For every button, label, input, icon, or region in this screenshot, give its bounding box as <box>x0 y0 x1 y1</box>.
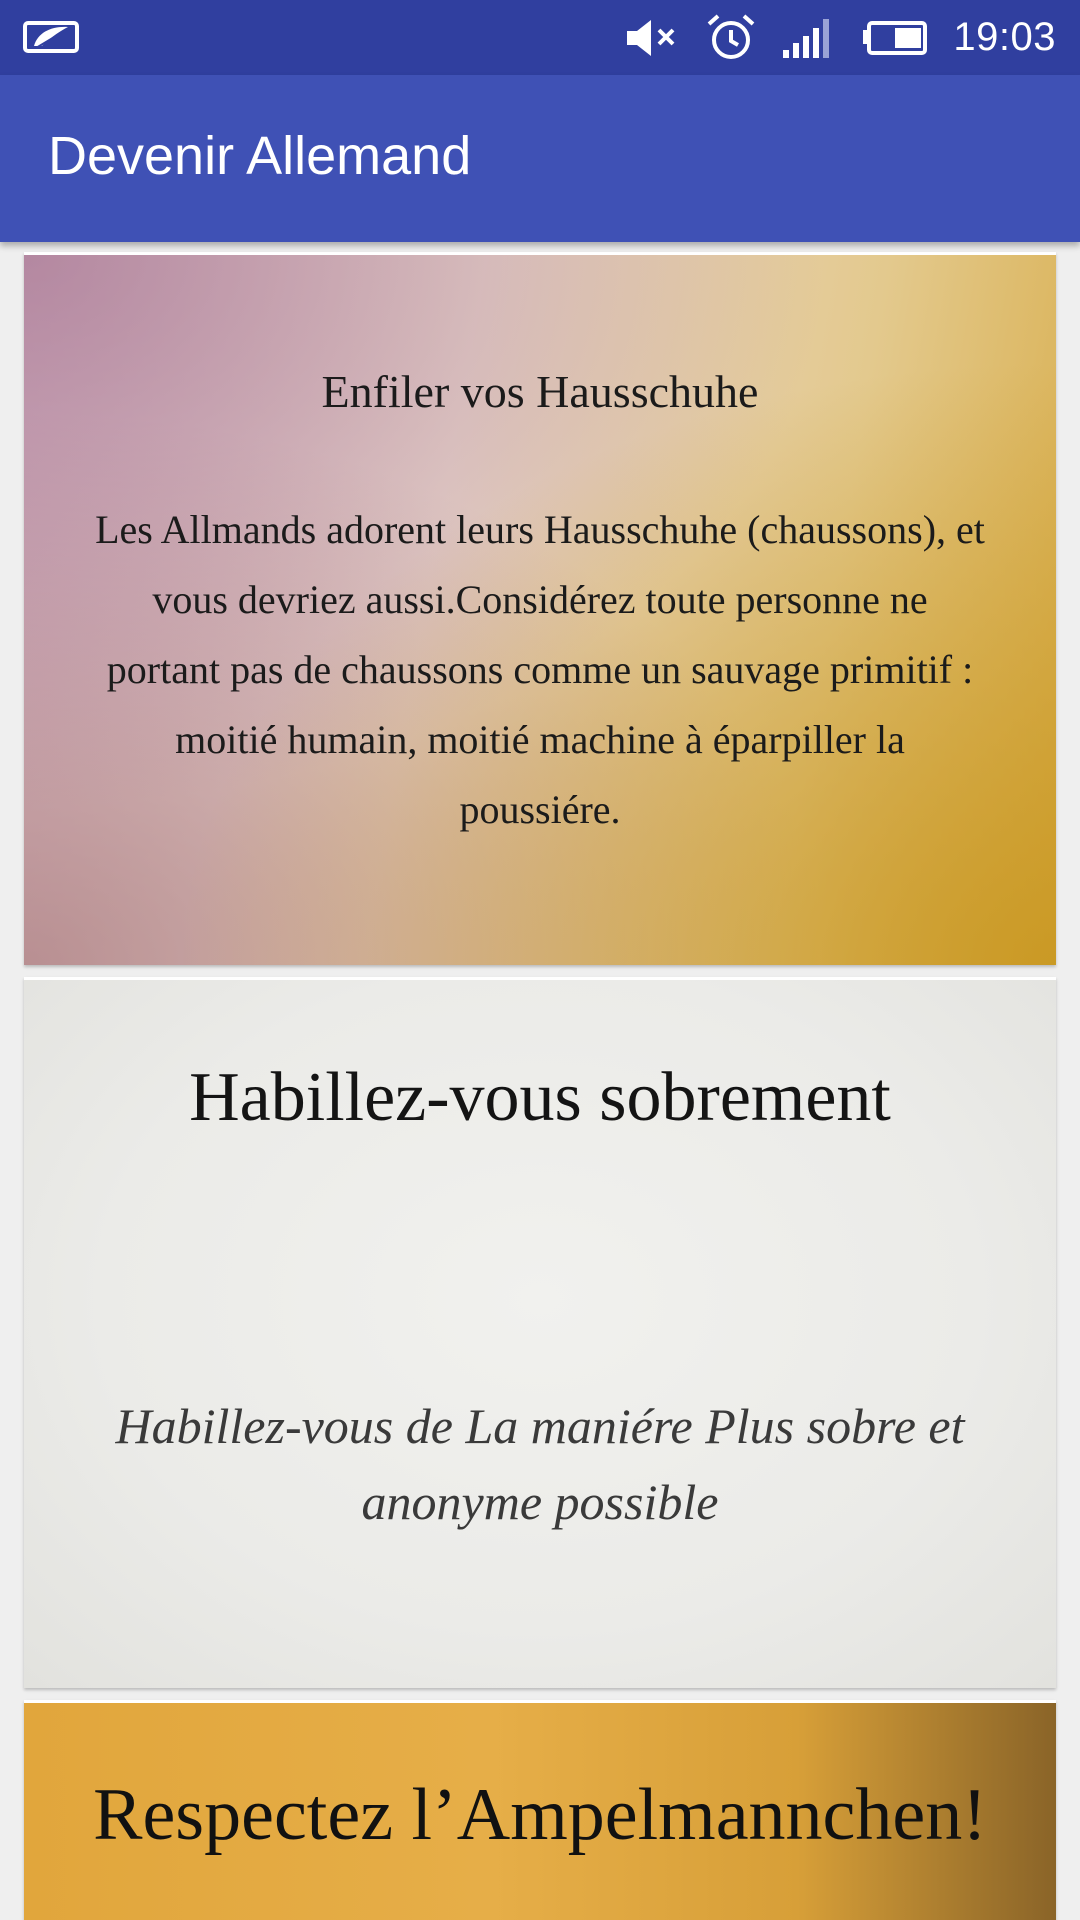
card-title: Habillez-vous sobrement <box>189 1059 891 1136</box>
card-sobrement[interactable] <box>24 977 1056 1688</box>
status-icons <box>623 0 1056 75</box>
status-bar <box>0 0 1080 75</box>
alarm-icon <box>705 12 757 64</box>
card-body: Les Allmands adorent leurs Hausschuhe (chaussons), et vous devriez aussi.Considérez toute personne ne portant pas de chaussons comme un sauvage primitif : moitié humain, moitié machine à éparpiller la poussiére. <box>95 507 985 832</box>
app-bar <box>0 75 1080 242</box>
card-hausschuhe[interactable] <box>24 252 1056 965</box>
card-title: Enfiler vos Hausschuhe <box>321 366 759 417</box>
volume-muted-icon <box>623 16 681 60</box>
clock: 19:03 <box>953 15 1056 59</box>
card-title: Respectez l’Ampelmannchen! <box>93 1774 987 1856</box>
card-list[interactable] <box>0 242 1080 1920</box>
app-title: Devenir Allemand <box>48 126 472 186</box>
battery-icon <box>861 20 929 56</box>
notification-icon <box>22 18 82 56</box>
signal-icon <box>781 16 837 60</box>
card-body: Habillez-vous de La maniére Plus sobre et anonyme possible <box>115 1398 965 1530</box>
card-ampelmannchen[interactable] <box>24 1700 1056 1920</box>
